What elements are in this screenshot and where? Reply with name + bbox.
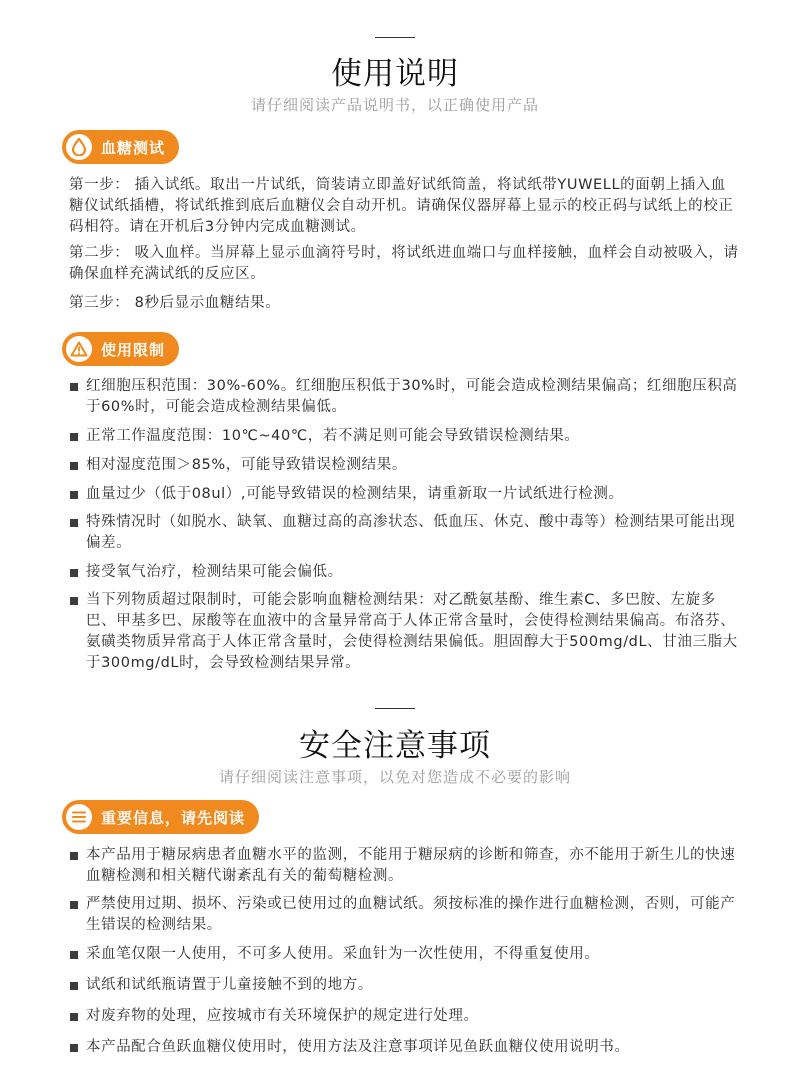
square-bullet-icon [70, 569, 78, 577]
blood-drop-icon [66, 134, 92, 160]
limit-item: 红细胞压积范围：30%-60%。红细胞压积低于30%时，可能会造成检测结果偏高；红细胞压积高于60%时，可能会造成检测结果偏低。 [69, 376, 741, 418]
list-lines-icon [66, 804, 92, 830]
square-bullet-icon [70, 901, 78, 909]
top-divider [375, 37, 415, 38]
square-bullet-icon [70, 1044, 78, 1052]
limit-item: 当下列物质超过限制时，可能会影响血糖检测结果：对乙酰氨基酚、维生素C、多巴胺、左旋多巴、甲基多巴、尿酸等在血液中的含量异常高于人体正常含量时，会使得检测结果偏高。布洛芬、氨磺类物质异常高于人体正常含量时，会使得检测结果偏低。胆固醇大于500mg/dL、甘油三脂大于300mg/dL时，会导致检测结果异常。 [69, 590, 741, 674]
square-bullet-icon [70, 1013, 78, 1021]
important-item: 本产品用于糖尿病患者血糖水平的监测，不能用于糖尿病的诊断和筛查，亦不能用于新生儿的快速血糖检测和相关糖代谢紊乱有关的葡萄糖检测。 [69, 845, 741, 887]
important-item: 本产品配合鱼跃血糖仪使用时，使用方法及注意事项详见鱼跃血糖仪使用说明书。 [69, 1037, 741, 1058]
step-three: 第三步： 8秒后显示血糖结果。 [69, 295, 281, 311]
step-two: 第二步： 吸入血样。当屏幕上显示血滴符号时，将试纸进血端口与血样接触，血样会自动被吸入，请确保血样充满试纸的反应区。 [69, 245, 739, 282]
limit-item: 相对湿度范围＞85%，可能导致错误检测结果。 [69, 455, 741, 476]
square-bullet-icon [70, 383, 78, 391]
safety-subtitle: 请仔细阅读注意事项，以免对您造成不必要的影响 [218, 768, 571, 786]
square-bullet-icon [70, 491, 78, 499]
limits-badge [62, 332, 179, 366]
limit-item: 血量过少（低于08ul）,可能导致错误的检测结果，请重新取一片试纸进行检测。 [69, 484, 741, 505]
important-item: 采血笔仅限一人使用，不可多人使用。采血针为一次性使用，不得重复使用。 [69, 944, 741, 965]
square-bullet-icon [70, 982, 78, 990]
important-badge-label: 重要信息，请先阅读 [101, 808, 246, 827]
safety-title: 安全注意事项 [299, 728, 491, 764]
square-bullet-icon [70, 852, 78, 860]
limit-item: 正常工作温度范围：10℃~40℃，若不满足则可能会导致错误检测结果。 [69, 426, 741, 447]
blood-test-badge-label: 血糖测试 [101, 138, 166, 157]
usage-subtitle: 请仔细阅读产品说明书，以正确使用产品 [250, 96, 539, 114]
limit-item: 特殊情况时（如脱水、缺氧、血糖过高的高渗状态、低血压、休克、酸中毒等）检测结果可能出现偏差。 [69, 512, 741, 554]
middle-divider [375, 708, 415, 709]
step-one: 第一步： 插入试纸。取出一片试纸，筒装请立即盖好试纸筒盖，将试纸带YUWELL的面朝上插入血糖仪试纸插槽，将试纸推到底后血糖仪会自动开机。请确保仪器屏幕上显示的校正码与试纸上的校正码相符。请在开机后3分钟内完成血糖测试。 [69, 177, 734, 235]
warning-triangle-icon [66, 336, 92, 362]
important-badge [62, 800, 259, 834]
square-bullet-icon [70, 597, 78, 605]
important-item: 试纸和试纸瓶请置于儿童接触不到的地方。 [69, 975, 741, 996]
blood-test-badge [62, 130, 179, 164]
square-bullet-icon [70, 433, 78, 441]
square-bullet-icon [70, 519, 78, 527]
limit-item: 接受氧气治疗，检测结果可能会偏低。 [69, 562, 741, 583]
limits-badge-label: 使用限制 [101, 340, 166, 359]
usage-title: 使用说明 [331, 56, 459, 92]
square-bullet-icon [70, 951, 78, 959]
important-item: 对废弃物的处理，应按城市有关环境保护的规定进行处理。 [69, 1006, 741, 1027]
square-bullet-icon [70, 462, 78, 470]
important-item: 严禁使用过期、损坏、污染或已使用过的血糖试纸。须按标准的操作进行血糖检测，否则，可能产生错误的检测结果。 [69, 894, 741, 936]
